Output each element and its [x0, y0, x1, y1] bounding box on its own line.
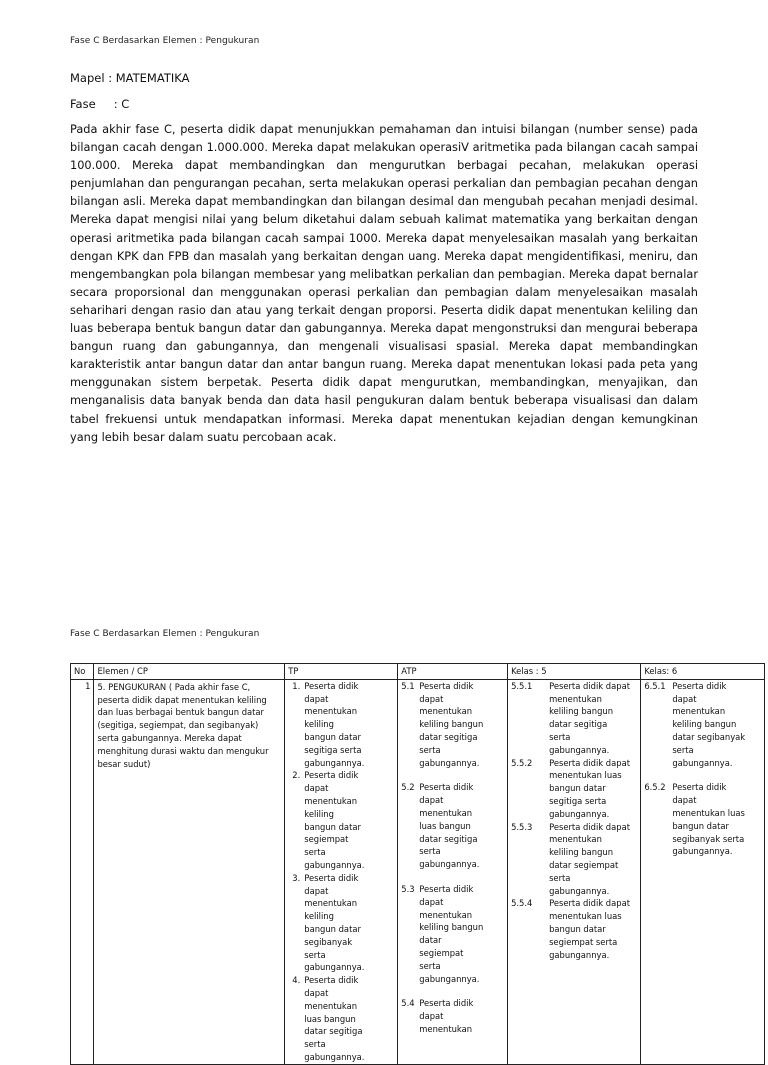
tp-text: Peserta didik dapat menentukan keliling bangun datar segiempat serta gabungannya.	[304, 770, 365, 870]
kelas6-list	[644, 680, 761, 858]
tp-text: Peserta didik dapat menentukan keliling bangun datar segibanyak serta gabungannya.	[304, 872, 365, 973]
atp-text: Peserta didik dapat menentukan keliling bangun datar segitiga serta gabungannya.	[419, 680, 484, 768]
fase-value: : C	[113, 97, 130, 111]
kelas5-item	[511, 680, 637, 757]
capaian-pembelajaran-paragraph: Pada akhir fase C, peserta didik dapat menunjukkan pemahaman dan intuisi bilangan (number sense) pada bilangan cacah dengan 1.000.000. Mereka dapat melakukan operasiV aritmetika pada bilangan cacah sampai 100.000. Mereka dapat membandingkan dan mengurutkan berbagai pecahan, melakukan operasi penjumlahan dan pengurangan pecahan, serta melakukan operasi perkalian dan pembagian pecahan dengan bilangan asli. Mereka dapat membandingkan dan bilangan desimal dan mengubah pecahan menjadi desimal. Mereka dapat mengisi nilai yang belum diketahui dalam sebuah kalimat matematika yang berkaitan dengan operasi aritmetika pada bilangan cacah sampai 1000. Mereka dapat menyelesaikan masalah yang berkaitan dengan KPK dan FPB dan masalah yang berkaitan dengan uang. Mereka dapat mengidentifikasi, meniru, dan mengembangkan pola bilangan membesar yang melibatkan perkalian dan pembagian. Mereka dapat bernalar secara proporsional dan menggunakan operasi perkalian dan pembagian dalam menyelesaikan masalah seharihari dengan rasio dan atau yang terkait dengan proporsi. Peserta didik dapat menentukan keliling dan luas beberapa bentuk bangun datar dan gabungannya. Mereka dapat mengonstruksi dan mengurai beberapa bangun ruang dan gabungannya, dan mengenali visualisasi spasial. Mereka dapat membandingkan karakteristik antar bangun datar dan antar bangun ruang. Mereka dapat menentukan lokasi pada peta yang menggunakan sistem berpetak. Peserta didik dapat mengurutkan, membandingkan, menyajikan, dan menganalisis data banyak benda dan data hasil pengukuran dalam bentuk beberapa visualisasi dan dalam tabel frekuensi untuk mendapatkan informasi. Mereka dapat menentukan kejadian dengan kemungkinan yang lebih besar dalam suatu percobaan acak.	[70, 122, 698, 444]
atp-item	[401, 883, 504, 985]
tp-item	[288, 872, 394, 974]
atp-text: Peserta didik dapat menentukan keliling bangun datar segiempat serta gabungannya.	[419, 883, 484, 984]
atp-code: 5.4	[401, 998, 415, 1009]
tp-number: 1.	[292, 680, 301, 691]
kelas5-code: 5.5.3	[511, 821, 533, 832]
cell-elemen	[94, 679, 285, 1064]
table-caption: Fase C Berdasarkan Elemen : Pengukuran	[70, 629, 260, 639]
kelas5-text: Peserta didik dapat menentukan keliling bangun datar segiempat serta gabungannya.	[549, 821, 630, 896]
tp-number: 4.	[292, 975, 301, 986]
header-atp: ATP	[398, 664, 508, 680]
atp-code: 5.1	[401, 680, 415, 691]
atp-code: 5.3	[401, 883, 415, 894]
cell-no: 1	[71, 679, 94, 1064]
cell-kelas6	[641, 679, 765, 1064]
kelas5-text: Peserta didik dapat menentukan luas bangun datar segitiga serta gabungannya.	[549, 757, 630, 819]
table-header-row	[71, 664, 765, 680]
kelas5-code: 5.5.2	[511, 757, 533, 768]
kelas6-item	[644, 680, 761, 770]
kelas6-text: Peserta didik dapat menentukan keliling bangun datar segibanyak serta gabungannya.	[672, 680, 746, 768]
kelas6-code: 6.5.2	[644, 782, 666, 793]
tp-text: Peserta didik dapat menentukan luas bangun datar segitiga serta gabungannya.	[304, 975, 365, 1062]
atp-item	[401, 781, 504, 871]
atp-text: Peserta didik dapat menentukan	[419, 998, 474, 1034]
kelas5-item	[511, 757, 637, 821]
tp-item	[288, 974, 394, 1064]
kelas6-item	[644, 781, 761, 858]
header-kelas5: Kelas : 5	[508, 664, 641, 680]
kelas6-text: Peserta didik dapat menentukan luas bangun datar segibanyak serta gabungannya.	[672, 782, 745, 857]
kelas5-code: 5.5.1	[511, 680, 533, 691]
mapel-line	[70, 71, 189, 85]
fase-label: Fase	[70, 97, 96, 111]
tp-item	[288, 769, 394, 871]
kelas5-item	[511, 821, 637, 898]
atp-item	[401, 997, 504, 1035]
header-kelas6: Kelas: 6	[641, 664, 765, 680]
tp-text: Peserta didik dapat menentukan keliling bangun datar segitiga serta gabungannya.	[304, 680, 365, 768]
atp-code: 5.2	[401, 782, 415, 793]
tp-number: 3.	[292, 872, 301, 883]
atp-list	[401, 680, 504, 1036]
atp-item	[401, 680, 504, 770]
cp-table	[70, 663, 765, 1065]
mapel-value: : MATEMATIKA	[108, 71, 190, 85]
cell-kelas5	[508, 679, 641, 1064]
kelas5-text: Peserta didik dapat menentukan keliling bangun datar segitiga serta gabungannya.	[549, 680, 630, 755]
tp-list	[288, 680, 394, 1064]
cell-atp	[398, 679, 508, 1064]
header-elemen: Elemen / CP	[94, 664, 285, 680]
page-header-caption: Fase C Berdasarkan Elemen : Pengukuran	[70, 36, 260, 46]
cell-tp	[285, 679, 398, 1064]
kelas5-item	[511, 897, 637, 961]
kelas6-code: 6.5.1	[644, 680, 666, 691]
atp-text: Peserta didik dapat menentukan luas bangun datar segitiga serta gabungannya.	[419, 782, 480, 870]
kelas5-code: 5.5.4	[511, 898, 533, 909]
header-tp: TP	[285, 664, 398, 680]
table-row	[71, 679, 765, 1064]
elemen-text: 5. PENGUKURAN ( Pada akhir fase C, peserta didik dapat menentukan keliling dan luas berbagai bentuk bangun datar (segitiga, segiempat, dan segibanyak) serta gabungannya. Mereka dapat menghitung durasi waktu dan mengukur besar sudut)	[97, 681, 269, 769]
mapel-label: Mapel	[70, 71, 105, 85]
tp-number: 2.	[292, 770, 301, 781]
tp-item	[288, 680, 394, 770]
fase-line	[70, 97, 129, 111]
kelas5-list	[511, 680, 637, 962]
header-no: No	[71, 664, 94, 680]
kelas5-text: Peserta didik dapat menentukan luas bangun datar segiempat serta gabungannya.	[549, 898, 630, 960]
